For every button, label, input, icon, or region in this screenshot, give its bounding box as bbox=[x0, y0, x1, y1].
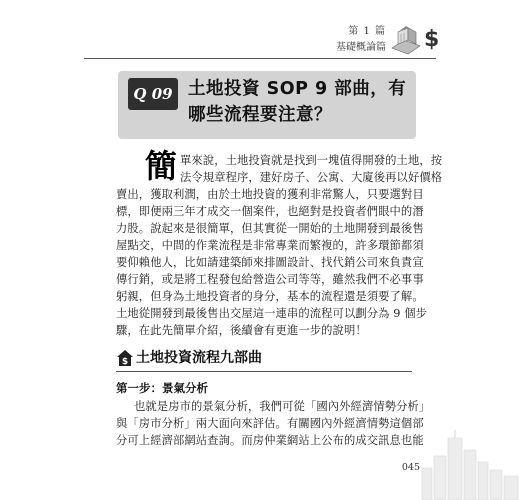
section-label: 基礎概論篇 bbox=[336, 42, 386, 53]
body-line: 驟，在此先簡單介紹，後續會有更進一步的說明！ bbox=[116, 324, 367, 337]
body-line: 單來說，土地投資就是找到一塊值得開發的土地，按 bbox=[180, 154, 443, 167]
question-title-line-1: 土地投資 SOP 9 部曲，有 bbox=[188, 79, 407, 99]
page-number: 045 bbox=[401, 462, 420, 473]
body-line: 要仰賴他人，比如請建築師來排圖設計、找代銷公司來負責宣 bbox=[116, 256, 424, 269]
section-heading: 土地投資流程九部曲 bbox=[136, 350, 262, 366]
step-line: 與「房市分析」兩大面向來評估。有關國內外經濟情勢這個部 bbox=[116, 417, 424, 430]
body-line: 賣出，獲取利潤，由於土地投資的獲利非常驚人，只要選對目 bbox=[116, 188, 424, 201]
chapter-label: 第 1 篇 bbox=[348, 26, 386, 37]
body-line: 法令規章程序，建好房子、公寓、大廈後再以好價格 bbox=[180, 171, 443, 184]
step-line: 也就是房市的景氣分析，我們可從「國內外經濟情勢分析」 bbox=[134, 400, 431, 413]
step-line: 分可上經濟部網站查詢。而房仲業網站上公布的成交訊息也能 bbox=[116, 434, 424, 447]
body-line: 躬親，但身為土地投資者的身分，基本的流程還是須要了解。 bbox=[116, 290, 424, 303]
svg-text:$: $ bbox=[121, 357, 129, 367]
question-number-badge: Q 09 bbox=[128, 78, 178, 110]
body-line: 土地從開發到最後售出交屋這一連串的流程可以劃分為 9 個步 bbox=[116, 307, 427, 320]
drop-cap: 簡 bbox=[144, 147, 177, 185]
question-title-line-2: 哪些流程要注意？ bbox=[188, 105, 332, 125]
body-line: 傳行銷，或是將工程發包給營造公司等等，雖然我們不必事事 bbox=[116, 273, 424, 286]
section-divider bbox=[116, 371, 412, 372]
svg-text:$: $ bbox=[424, 27, 440, 52]
body-line: 力股。說起來是很簡單，但其實從一開始的土地開發到最後售 bbox=[116, 222, 424, 235]
body-line: 標，即便兩三年才成交一個案件，也絕對是投資者們眼中的潛 bbox=[116, 205, 424, 218]
house-dollar-icon bbox=[116, 349, 134, 367]
body-line: 屋點交，中間的作業流程是非常專業而繁複的，許多環節都須 bbox=[116, 239, 424, 252]
step-heading: 第一步：景氣分析 bbox=[116, 381, 208, 395]
